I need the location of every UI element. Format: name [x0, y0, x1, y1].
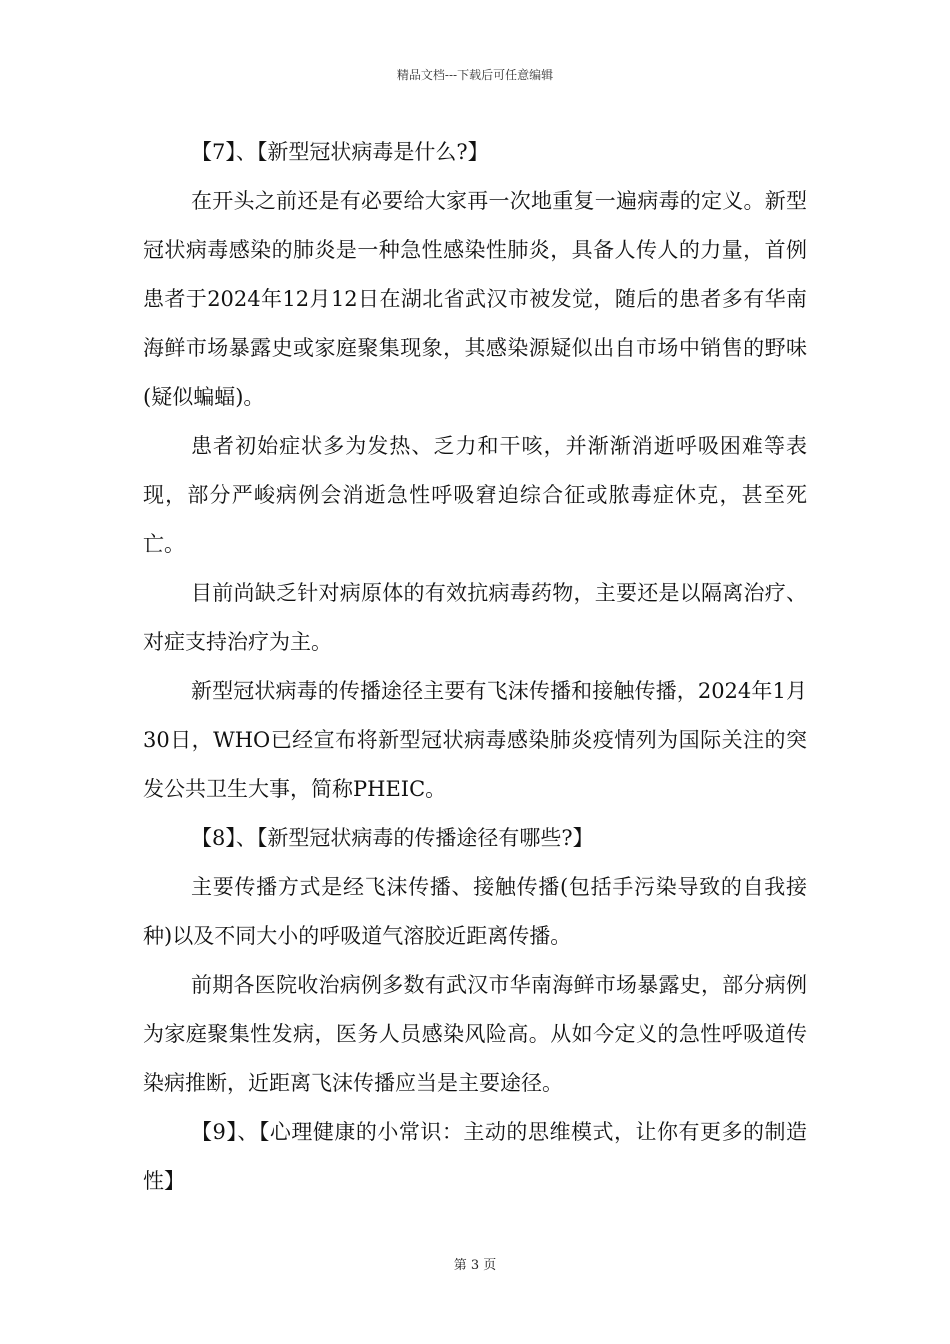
paragraph-treatment: 目前尚缺乏针对病原体的有效抗病毒药物，主要还是以隔离治疗、对症支持治疗为主。 [143, 581, 807, 654]
paragraph-early-cases: 前期各医院收治病例多数有武汉市华南海鲜市场暴露史，部分病例为家庭聚集性发病，医务人员感染风险高。从如今定义的急性呼吸道传染病推断，近距离飞沫传播应当是主要途径。 [143, 973, 807, 1095]
paragraph-transmission-pheic: 新型冠状病毒的传播途径主要有飞沫传播和接触传播，2024年1月30日，WHO已经宣布将新型冠状病毒感染肺炎疫情列为国际关注的突发公共卫生大事，简称PHEIC。 [143, 679, 807, 801]
document-body [143, 128, 807, 1206]
paragraph-symptoms: 患者初始症状多为发热、乏力和干咳，并渐渐消逝呼吸困难等表现，部分严峻病例会消逝急性呼吸窘迫综合征或脓毒症休克，甚至死亡。 [143, 434, 807, 556]
paragraph-virus-definition: 在开头之前还是有必要给大家再一次地重复一遍病毒的定义。新型冠状病毒感染的肺炎是一种急性感染性肺炎，具备人传人的力量，首例患者于2024年12月12日在湖北省武汉市被发觉，随后的患者多有华南海鲜市场暴露史或家庭聚集现象，其感染源疑似出自市场中销售的野味(疑似蝙蝠)。 [143, 189, 807, 409]
section-heading-9: 【9】、【心理健康的小常识：主动的思维模式，让你有更多的制造性】 [143, 1120, 807, 1193]
page-number: 第 3 页 [453, 1258, 497, 1273]
paragraph-transmission-modes: 主要传播方式是经飞沫传播、接触传播(包括手污染导致的自我接种)以及不同大小的呼吸道气溶胶近距离传播。 [143, 875, 807, 948]
section-heading-7: 【7】、【新型冠状病毒是什么?】 [191, 140, 489, 164]
section-heading-8: 【8】、【新型冠状病毒的传播途径有哪些?】 [191, 826, 594, 850]
page-header: 精品文档---下载后可任意编辑 [396, 68, 554, 82]
